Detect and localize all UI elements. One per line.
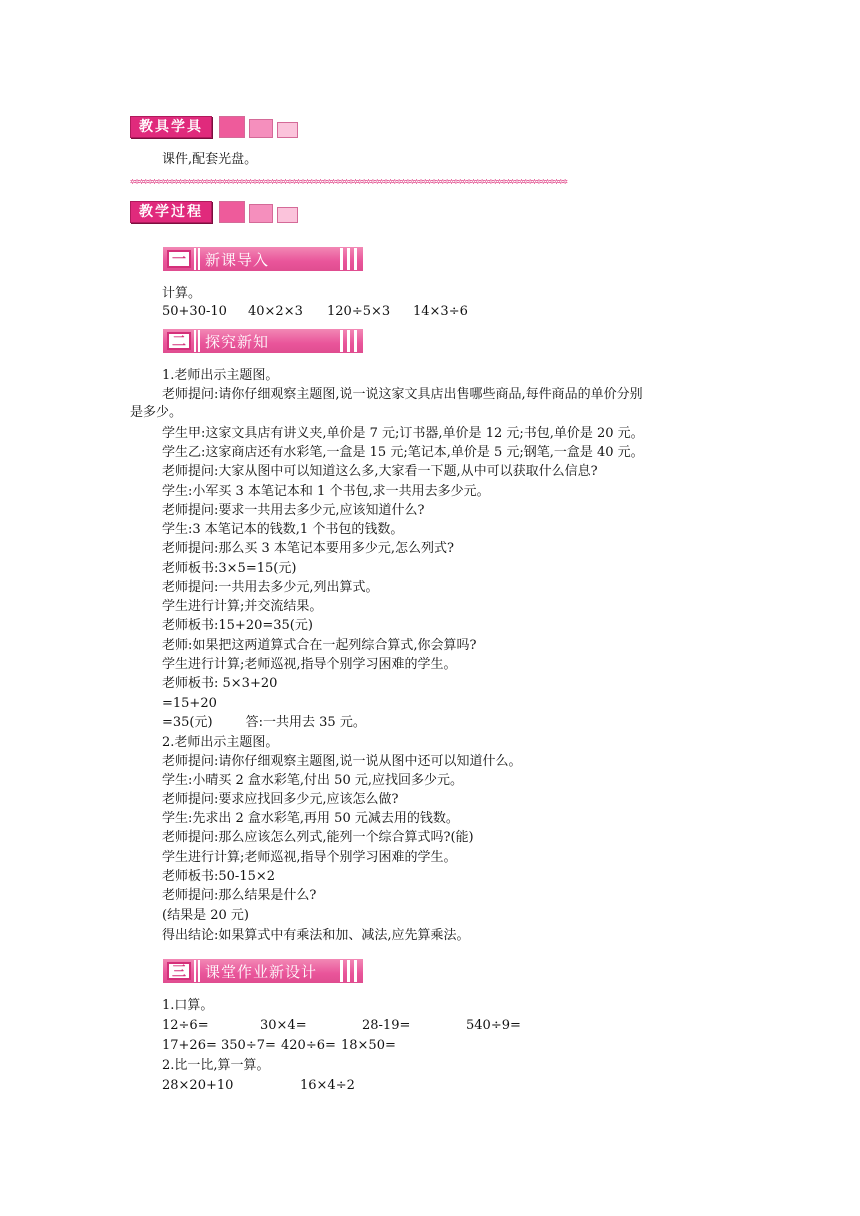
section-title: 新课导入: [205, 250, 270, 269]
explore-line: 学生:3 本笔记本的钱数,1 个书包的钱数。: [162, 522, 404, 537]
explore-line: 老师板书:50-15×2: [162, 869, 276, 884]
banner-tail-decoration: [336, 960, 357, 982]
homework-item: 18×50=: [341, 1038, 396, 1053]
homework-item: 12÷6=: [162, 1018, 209, 1033]
banner-bars-decoration: [194, 330, 202, 352]
explore-line: 学生:先求出 2 盒水彩笔,再用 50 元减去用的钱数。: [162, 811, 459, 826]
homework-item: 17+26=: [162, 1038, 217, 1053]
explore-line: 老师提问:那么买 3 本笔记本要用多少元,怎么列式?: [162, 541, 455, 556]
process-header-label: 教学过程: [130, 201, 212, 223]
explore-line: 学生进行计算;老师巡视,指导个别学习困难的学生。: [162, 850, 457, 865]
explore-line: =15+20: [162, 696, 217, 711]
explore-line: 学生甲:这家文具店有讲义夹,单价是 7 元;订书器,单价是 12 元;书包,单价是 20 元。: [162, 426, 644, 441]
section-number: 二: [167, 332, 191, 350]
explore-line: 老师提问:一共用去多少元,列出算式。: [162, 580, 379, 595]
section-banner-homework: [163, 959, 363, 983]
header-square-decoration: [249, 204, 273, 223]
explore-line: 老师提问:请你仔细观察主题图,说一说从图中还可以知道什么。: [162, 754, 522, 769]
header-square-decoration: [219, 116, 245, 138]
explore-line: 是多少。: [130, 405, 183, 420]
explore-line: 学生乙:这家商店还有水彩笔,一盒是 15 元;笔记本,单价是 5 元;钢笔,一盒是 40 元。: [162, 445, 644, 460]
section-title: 探究新知: [205, 332, 270, 351]
homework-item: 30×4=: [260, 1018, 307, 1033]
explore-line: 老师提问:要求一共用去多少元,应该知道什么?: [162, 503, 425, 518]
explore-line: (结果是 20 元): [162, 908, 249, 923]
header-square-decoration: [277, 122, 298, 138]
explore-line: 老师板书:15+20=35(元): [162, 618, 313, 633]
explore-line: 得出结论:如果算式中有乘法和加、减法,应先算乘法。: [162, 928, 470, 943]
explore-line: 老师:如果把这两道算式合在一起列综合算式,你会算吗?: [162, 638, 477, 653]
intro-expression: 120÷5×3: [327, 304, 391, 319]
explore-line: 老师提问:请你仔细观察主题图,说一说这家文具店出售哪些商品,每件商品的单价分别: [162, 387, 643, 402]
explore-line: 学生:小晴买 2 盒水彩笔,付出 50 元,应找回多少元。: [162, 773, 463, 788]
homework-item: 540÷9=: [466, 1018, 521, 1033]
intro-expression: 40×2×3: [248, 304, 303, 319]
section-banner-intro: [163, 247, 363, 271]
intro-expression: 50+30-10: [162, 304, 227, 319]
header-square-decoration: [277, 207, 298, 223]
explore-line: 老师提问:大家从图中可以知道这么多,大家看一下题,从中可以获取什么信息?: [162, 464, 598, 479]
explore-line: 老师提问:那么结果是什么?: [162, 888, 317, 903]
section-banner-explore: [163, 329, 363, 353]
explore-line: 老师板书:3×5=15(元): [162, 561, 297, 576]
explore-line: 2.老师出示主题图。: [162, 735, 279, 750]
explore-line: 老师板书: 5×3+20: [162, 676, 278, 691]
explore-line: 1.老师出示主题图。: [162, 368, 279, 383]
explore-line: 学生进行计算;并交流结果。: [162, 599, 323, 614]
intro-expression: 14×3÷6: [413, 304, 468, 319]
explore-line: =35(元) 答:一共用去 35 元。: [162, 715, 366, 730]
homework-item: 28×20+10: [162, 1078, 234, 1093]
section-title: 课堂作业新设计: [205, 962, 318, 981]
homework-item: 28-19=: [362, 1018, 411, 1033]
banner-tail-decoration: [336, 248, 357, 270]
section-number: 三: [167, 962, 191, 980]
banner-tail-decoration: [336, 330, 357, 352]
header-square-decoration: [219, 201, 245, 223]
intro-line: 计算。: [162, 286, 202, 301]
section-number: 一: [167, 250, 191, 268]
tools-header-label: 教具学具: [130, 116, 212, 138]
star-separator: ✲✲✲✲✲✲✲✲✲✲✲✲✲✲✲✲✲✲✲✲✲✲✲✲✲✲✲✲✲✲✲✲✲✲✲✲✲✲✲✲✲✲✲✲✲✲✲✲✲✲✲✲✲✲✲✲✲✲✲✲✲✲✲✲✲✲✲✲✲✲✲✲✲✲✲✲✲✲✲✲✲✲✲✲✲✲✲✲✲✲✲✲✲✲✲✲✲✲✲✲: [130, 177, 567, 187]
homework-question: 1.口算。: [162, 998, 214, 1013]
homework-question: 2.比一比,算一算。: [162, 1058, 270, 1073]
explore-line: 老师提问:那么应该怎么列式,能列一个综合算式吗?(能): [162, 830, 474, 845]
explore-line: 老师提问:要求应找回多少元,应该怎么做?: [162, 792, 399, 807]
tools-header: [130, 116, 298, 138]
process-header: [130, 201, 298, 223]
explore-line: 学生:小军买 3 本笔记本和 1 个书包,求一共用去多少元。: [162, 484, 490, 499]
homework-item: 420÷6=: [281, 1038, 336, 1053]
homework-item: 16×4÷2: [300, 1078, 355, 1093]
homework-item: 350÷7=: [221, 1038, 276, 1053]
explore-line: 学生进行计算;老师巡视,指导个别学习困难的学生。: [162, 657, 457, 672]
header-square-decoration: [249, 119, 273, 138]
tools-text: 课件,配套光盘。: [162, 152, 258, 167]
banner-bars-decoration: [194, 248, 202, 270]
banner-bars-decoration: [194, 960, 202, 982]
